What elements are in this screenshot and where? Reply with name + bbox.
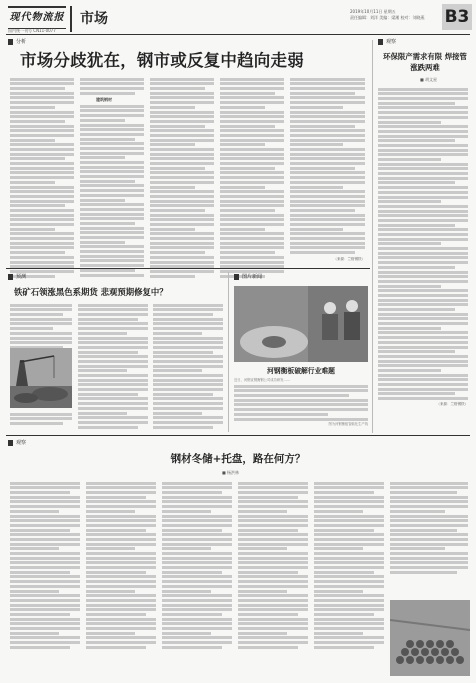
bottom-rule [6, 435, 470, 436]
section-title: 市场 [70, 6, 116, 32]
side-source: （来源：兰格钢铁） [436, 402, 468, 407]
side-headline: 环保限产需求有限 焊接管涨跌两难 [383, 52, 467, 72]
section-tag-observation [378, 37, 396, 47]
bottom-headline: 钢材冬储+托盘，路在何方？ [170, 453, 306, 465]
section-tag-label: 观察 [16, 440, 27, 446]
section-tag-observation-bottom [8, 438, 26, 448]
side-article-body [378, 86, 468, 407]
section-tag-analysis [8, 37, 26, 47]
top-article-column-5 [290, 76, 365, 262]
bottom-column-5 [314, 480, 384, 650]
newspaper-logo: 现代物流报 [8, 6, 66, 29]
photo-credit: 图为河钢衡板智能化生产线 [328, 422, 368, 427]
section-tag-photo-news [234, 272, 262, 282]
section-tag-label: 分析 [16, 39, 27, 45]
top-article-column-3 [150, 76, 214, 279]
middle-rule [6, 268, 370, 269]
photo-news-caption-lead: 近日，河钢宣钢衡钢公司成功研发…… [234, 378, 291, 382]
side-divider [372, 40, 373, 433]
photo-news-headline: 河钢衡板破解行业难题 [267, 367, 335, 375]
top-article-column-4 [220, 76, 284, 279]
bottom-author: ■ 杨洪林 [222, 470, 240, 475]
photo-iron-ore-port [10, 348, 72, 408]
top-headline: 市场分歧犹在，钢市或反复中趋向走弱 [20, 51, 304, 70]
section-tag-label: 图片新闻 [242, 274, 263, 280]
top-article-column-2 [80, 76, 144, 278]
bottom-column-4 [238, 480, 308, 650]
issue-info [350, 9, 440, 21]
photo-news-caption-body [234, 378, 368, 427]
top-article-column-1 [10, 76, 74, 279]
page-number: B3 [442, 4, 472, 30]
steel-rebar-illustration [390, 600, 470, 676]
bottom-column-2 [86, 480, 156, 650]
forecast-column-2 [78, 302, 148, 430]
bottom-column-3 [162, 480, 232, 650]
section-tag-label: 观察 [386, 39, 397, 45]
photo-steel-rebar-stack [390, 600, 470, 676]
forecast-column-3 [153, 302, 223, 430]
forecast-headline: 铁矿石领涨黑色系期货 悲观预期修复中？ [14, 287, 168, 297]
bottom-column-6 [390, 480, 468, 575]
photo-steel-coil-workers [234, 286, 368, 362]
bottom-column-1 [10, 480, 80, 650]
issue-date: 2019年10月11日 星期五 [350, 9, 396, 14]
side-author: ■ 胡文星 [420, 77, 438, 82]
steel-coil-illustration [234, 286, 368, 362]
section-tag-label: 预测 [16, 274, 27, 280]
section-tag-forecast [8, 272, 26, 282]
subhead-building-steel: 建筑钢材 [96, 96, 112, 102]
editor-credits: 责任编辑：刘洋 美编：梁湘 校对：刘晓燕 [350, 15, 425, 20]
logo-subtitle: 国内统一刊号 CN11-0077 [8, 28, 56, 33]
header-rule [6, 34, 470, 35]
forecast-column-1-continued [10, 411, 72, 427]
top-article-source: （来源：兰格钢铁） [333, 257, 365, 262]
photo-news-divider [228, 272, 229, 432]
port-crane-illustration [10, 348, 72, 408]
